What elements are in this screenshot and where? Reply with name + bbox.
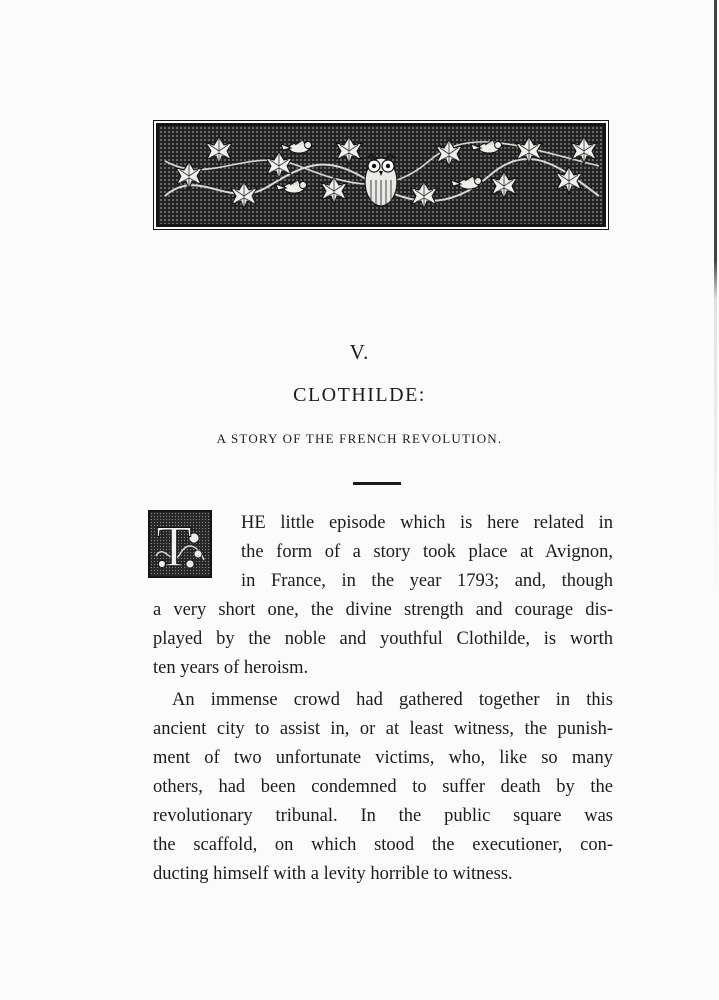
text-line: ducting himself with a levity horrible to witness. [153, 864, 513, 884]
ivy-ornament-icon [159, 126, 603, 224]
text-line: ten years of heroism. [153, 658, 309, 678]
drop-cap-initial [148, 510, 212, 578]
chapter-number: V. [349, 340, 370, 364]
text-line: HE little episode which is here related in [241, 513, 613, 533]
chapter-subtitle: A STORY OF THE FRENCH REVOLUTION. [216, 431, 503, 446]
text-line: played by the noble and youthful Clothilde, is worth [153, 629, 613, 649]
text-line: revolutionary tribunal. In the public square was [153, 806, 613, 826]
text-line: ancient city to assist in, or at least witness, the punish- [153, 719, 613, 739]
drop-cap-letter: T [156, 514, 192, 576]
text-line: ment of two unfortunate victims, who, like so many [153, 748, 613, 768]
page-edge-shadow [714, 0, 717, 1000]
text-line: others, had been condemned to suffer death by the [153, 777, 613, 797]
text-line: a very short one, the divine strength and courage dis- [153, 600, 613, 620]
headpiece-ornament [156, 123, 606, 227]
chapter-title: CLOTHILDE: [293, 384, 426, 406]
text-line: in France, in the year 1793; and, though [241, 571, 613, 591]
floral-initial-icon [150, 512, 210, 576]
text-line: An immense crowd had gathered together in this [172, 690, 613, 710]
text-line: the scaffold, on which stood the executioner, con- [153, 835, 613, 855]
title-divider-rule [353, 482, 401, 485]
text-line: the form of a story took place at Avignon, [241, 542, 613, 562]
